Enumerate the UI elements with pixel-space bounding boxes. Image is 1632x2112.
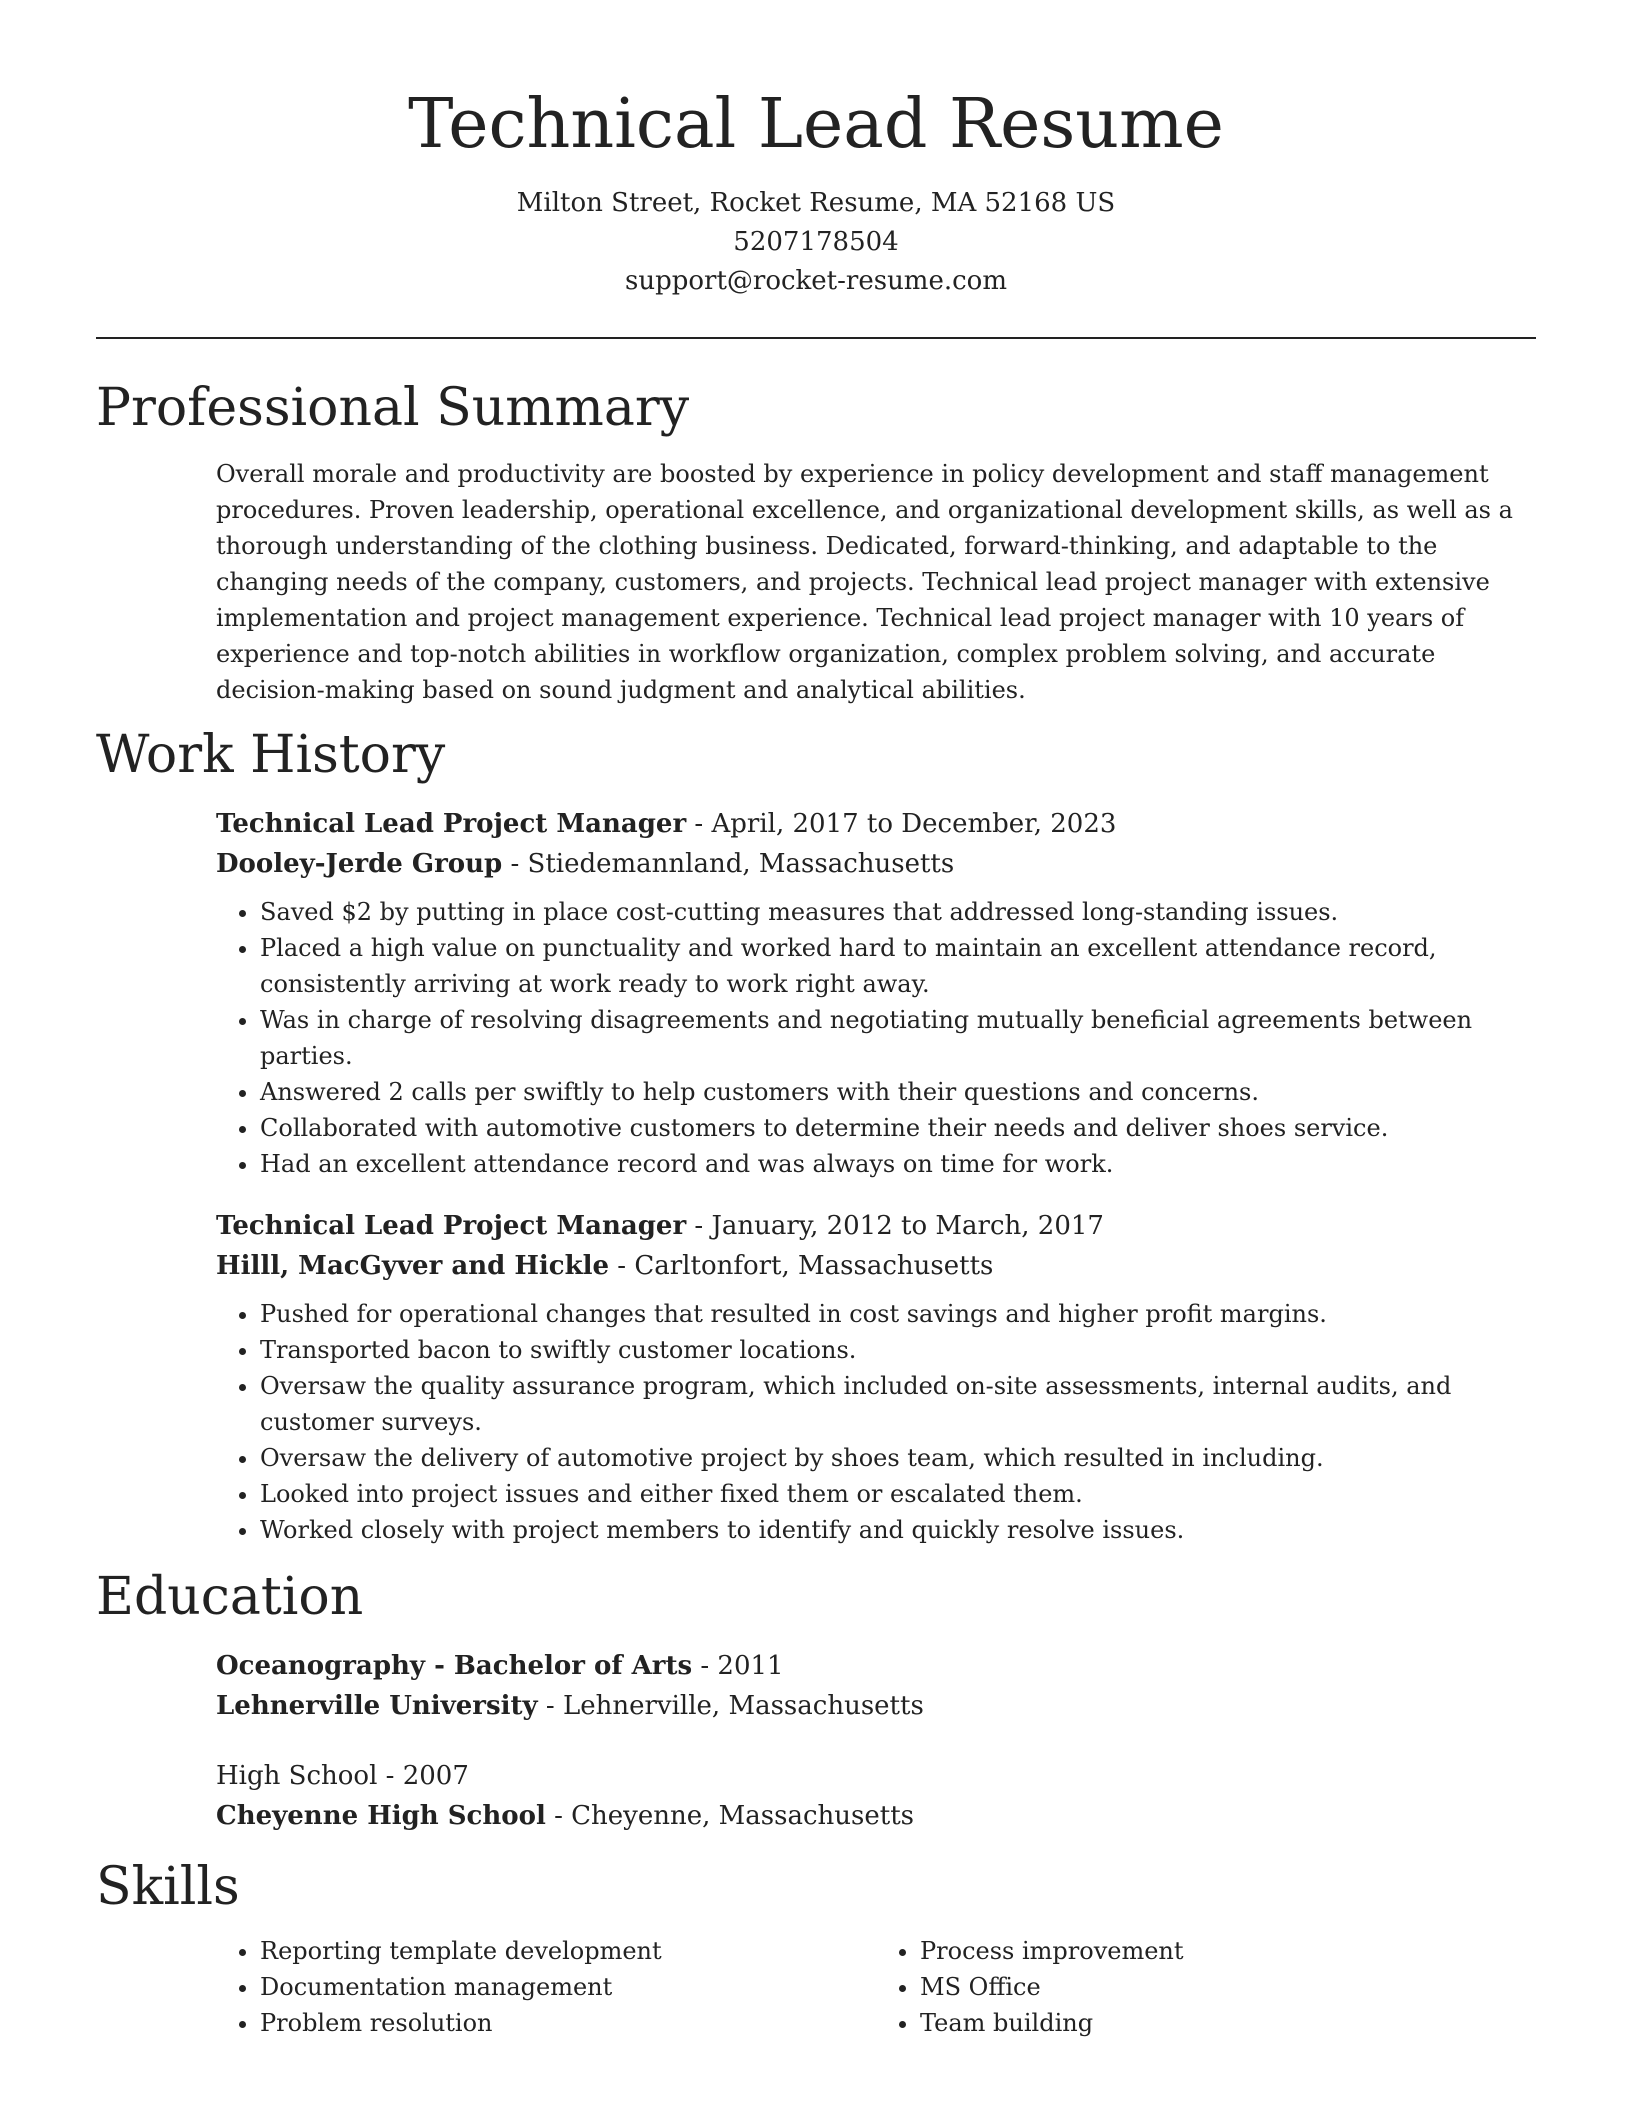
education-entry [216, 1756, 1536, 1836]
resume-title: Technical Lead Resume [408, 85, 1224, 164]
degree-line [216, 1756, 1536, 1796]
school-location: - Cheyenne, Massachusetts [545, 1801, 914, 1832]
education-section [96, 1566, 1536, 1836]
job-company-line [216, 844, 1536, 884]
list-item: • Looked into project issues and either fixed them or escalated them. [260, 1476, 1536, 1512]
list-item: • Worked closely with project members to identify and quickly resolve issues. [260, 1512, 1536, 1548]
list-item: • Oversaw the delivery of automotive project by shoes team, which resulted in including. [260, 1440, 1536, 1476]
phone: 5207178504 [733, 227, 899, 258]
job-dates: - April, 2017 to December, 2023 [686, 808, 1117, 839]
job-bullets [216, 1296, 1536, 1548]
job-dates: - January, 2012 to March, 2017 [686, 1210, 1104, 1241]
job-bullets [216, 894, 1536, 1182]
summary-text: Overall morale and productivity are boosted by experience in policy development and staff management procedures. Proven leadership, operational excellence, and organizational development skills, as well as a thorough understanding of the clothing business. Dedicated, forward-thinking, and adaptable to the changing needs of the company, customers, and projects. Technical lead project manager with extensive implementation and project management experience. Technical lead project manager with 10 years of experience and top-notch abilities in workflow organization, complex problem solving, and accurate decision-making based on sound judgment and analytical abilities. [216, 459, 1513, 704]
school-line [216, 1686, 1536, 1726]
education-entry [216, 1646, 1536, 1726]
skill-item: • MS Office [920, 1969, 1536, 2005]
summary-section [96, 377, 1536, 707]
list-item: • Collaborated with automotive customers to determine their needs and deliver shoes service. [260, 1110, 1536, 1146]
job-entry [216, 1206, 1536, 1548]
skill-item: • Documentation management [260, 1969, 876, 2005]
address: Milton Street, Rocket Resume, MA 52168 US [516, 188, 1116, 219]
list-item: • Was in charge of resolving disagreements and negotiating mutually beneficial agreements between parties. [260, 1002, 1536, 1074]
job-location: - Stiedemannland, Massachusetts [502, 848, 955, 879]
list-item: • Transported bacon to swiftly customer locations. [260, 1332, 1536, 1368]
work-history-heading: Work History [96, 724, 446, 785]
graduation-year: - 2011 [692, 1651, 784, 1682]
skill-item: • Team building [920, 2005, 1536, 2041]
job-entry [216, 804, 1536, 1182]
list-item: • Oversaw the quality assurance program, which included on-site assessments, internal audits, and customer surveys. [260, 1368, 1536, 1440]
school-name: Cheyenne High School [216, 1801, 546, 1832]
job-company: Dooley-Jerde Group [216, 848, 503, 879]
skills-heading: Skills [96, 1857, 240, 1918]
job-title-line [216, 804, 1536, 844]
job-company: Hilll, MacGyver and Hickle [216, 1250, 610, 1281]
list-item: • Placed a high value on punctuality and worked hard to maintain an excellent attendance record, consistently arriving at work ready to work right away. [260, 930, 1536, 1002]
skills-section [96, 1856, 1536, 2040]
contact-info [0, 184, 1632, 301]
graduation-year: - 2007 [377, 1761, 469, 1792]
list-item: • Saved $2 by putting in place cost-cutting measures that addressed long-standing issues. [260, 894, 1536, 930]
list-item: • Answered 2 calls per swiftly to help customers with their questions and concerns. [260, 1074, 1536, 1110]
degree-line [216, 1646, 1536, 1686]
resume-header [0, 0, 1632, 301]
skill-item: • Process improvement [920, 1933, 1536, 1969]
list-item: • Pushed for operational changes that resulted in cost savings and higher profit margins. [260, 1296, 1536, 1332]
school-name: Lehnerville University [216, 1691, 538, 1722]
degree: Oceanography - Bachelor of Arts [216, 1651, 693, 1682]
degree: High School [216, 1761, 378, 1792]
header-divider [96, 337, 1536, 339]
job-location: - Carltonfort, Massachusetts [609, 1250, 994, 1281]
list-item: • Had an excellent attendance record and was always on time for work. [260, 1146, 1536, 1182]
skills-list-right [876, 1933, 1536, 2041]
work-history-section [96, 724, 1536, 1548]
skills-grid [216, 1929, 1536, 2041]
skill-item: • Reporting template development [260, 1933, 876, 1969]
education-heading: Education [96, 1566, 364, 1627]
school-location: - Lehnerville, Massachusetts [537, 1691, 924, 1722]
job-company-line [216, 1246, 1536, 1286]
job-role: Technical Lead Project Manager [216, 808, 687, 839]
skill-item: • Problem resolution [260, 2005, 876, 2041]
summary-heading: Professional Summary [96, 378, 690, 439]
job-role: Technical Lead Project Manager [216, 1210, 687, 1241]
skills-list-left [216, 1933, 876, 2041]
email: support@rocket-resume.com [624, 266, 1007, 297]
school-line [216, 1796, 1536, 1836]
job-title-line [216, 1206, 1536, 1246]
